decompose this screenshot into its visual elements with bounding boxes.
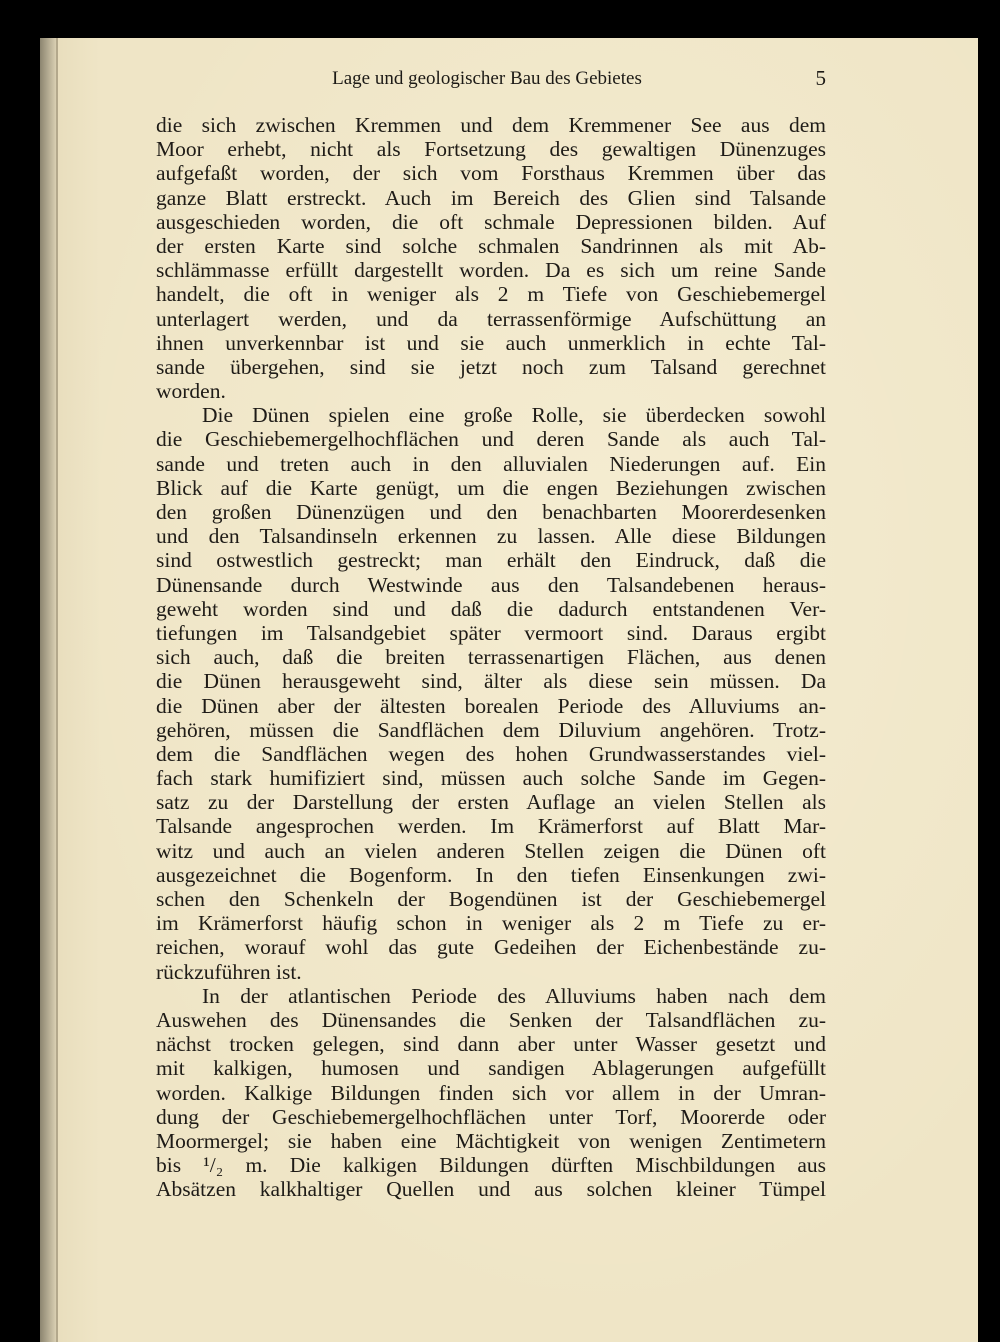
text-line: ganze Blatt erstreckt. Auch im Bereich des Glien sind Talsande: [156, 185, 826, 210]
text-line: die Geschiebemergelhochflächen und deren Sande als auch Tal-: [156, 427, 826, 452]
text-line: aufgefaßt worden, der sich vom Forsthaus Kremmen über das: [156, 161, 826, 186]
text-line: nächst trocken gelegen, sind dann aber unter Wasser gesetzt und: [156, 1032, 826, 1057]
paragraph-start-line: In der atlantischen Periode des Alluviums haben nach dem: [202, 983, 826, 1008]
text-line: Moor erhebt, nicht als Fortsetzung des gewaltigen Dünenzuges: [156, 137, 826, 162]
scan-border-left: [0, 0, 40, 1342]
body-text: [156, 113, 826, 1201]
page-number: 5: [815, 66, 826, 90]
text-line: unterlagert werden, und da terrassenförmige Aufschüttung an: [156, 306, 826, 331]
text-line: die Dünen aber der ältesten borealen Periode des Alluviums an-: [156, 693, 826, 718]
text-line: Absätzen kalkhaltiger Quellen und aus solchen kleiner Tümpel: [156, 1177, 826, 1202]
text-line: worden.: [156, 379, 226, 404]
text-line: ihnen unverkennbar ist und sie auch unmerklich in echte Tal-: [156, 330, 826, 355]
text-line: Talsande angesprochen werden. Im Krämerforst auf Blatt Mar-: [156, 814, 826, 839]
text-line: ausgezeichnet die Bogenform. In den tiefen Einsenkungen zwi-: [156, 862, 826, 887]
text-line: tiefungen im Talsandgebiet später vermoort sind. Daraus ergibt: [156, 620, 826, 645]
text-line: schlämmasse erfüllt dargestellt worden. Da es sich um reine Sande: [156, 258, 826, 283]
text-line: witz und auch an vielen anderen Stellen zeigen die Dünen oft: [156, 838, 826, 863]
facing-page-edge: [40, 38, 56, 1342]
page-header: [158, 64, 828, 96]
text-line: reichen, worauf wohl das gute Gedeihen der Eichenbestände zu-: [156, 935, 826, 960]
text-line: ausgeschieden worden, die oft schmale Depressionen bilden. Auf: [156, 209, 826, 234]
text-line: schen den Schenkeln der Bogendünen ist der Geschiebemergel: [156, 887, 826, 911]
text-line: gehören, müssen die Sandflächen dem Diluvium angehören. Trotz-: [156, 717, 826, 742]
text-line: dem die Sandflächen wegen des hohen Grundwasserstandes viel-: [156, 741, 826, 766]
scan-border-top: [0, 0, 1000, 38]
text-line: handelt, die oft in weniger als 2 m Tiefe von Geschiebemergel: [156, 282, 826, 307]
text-line: die Dünen herausgeweht sind, älter als diese sein müssen. Da: [156, 669, 826, 694]
text-line: sande und treten auch in den alluvialen Niederungen auf. Ein: [156, 451, 826, 476]
scan-border-right: [978, 0, 1000, 1342]
text-line: satz zu der Darstellung der ersten Auflage an vielen Stellen als: [156, 790, 826, 815]
text-line: dung der Geschiebemergelhochflächen unter Torf, Moorerde oder: [156, 1104, 826, 1129]
text-line: und den Talsandinseln erkennen zu lassen. Alle diese Bildungen: [156, 524, 826, 549]
text-line: bis ¹/₂ m. Die kalkigen Bildungen dürften Mischbildungen aus: [156, 1153, 826, 1178]
text-line: sande übergehen, sind sie jetzt noch zum Talsand gerechnet: [156, 354, 826, 379]
text-line: fach stark humifiziert sind, müssen auch solche Sande im Gegen-: [156, 766, 826, 791]
binding-fold: [56, 38, 58, 1342]
text-line: sich auch, daß die breiten terrassenartigen Flächen, aus denen: [156, 645, 826, 670]
text-line: Blick auf die Karte genügt, um die engen Beziehungen zwischen: [156, 475, 826, 500]
text-line: Auswehen des Dünensandes die Senken der Talsandflächen zu-: [156, 1007, 826, 1032]
text-line: mit kalkigen, humosen und sandigen Ablagerungen aufgefüllt: [156, 1056, 826, 1081]
text-line: geweht worden sind und daß die dadurch entstandenen Ver-: [156, 596, 826, 621]
text-line: rückzuführen ist.: [156, 959, 302, 984]
text-line: den großen Dünenzügen und den benachbarten Moorerdesenken: [156, 500, 826, 524]
text-line: Moormergel; sie haben eine Mächtigkeit von wenigen Zentimetern: [156, 1128, 826, 1153]
paragraph-start-line: Die Dünen spielen eine große Rolle, sie überdecken sowohl: [202, 403, 826, 428]
text-line: der ersten Karte sind solche schmalen Sandrinnen als mit Ab-: [156, 233, 826, 258]
running-title: Lage und geologischer Bau des Gebietes: [332, 68, 642, 89]
text-line: im Krämerforst häufig schon in weniger als 2 m Tiefe zu er-: [156, 911, 826, 936]
text-line: Dünensande durch Westwinde aus den Talsandebenen heraus-: [156, 572, 826, 597]
text-line: sind ostwestlich gestreckt; man erhält den Eindruck, daß die: [156, 548, 826, 573]
text-line: die sich zwischen Kremmen und dem Kremmener See aus dem: [156, 113, 826, 137]
text-line: worden. Kalkige Bildungen finden sich vor allem in der Umran-: [156, 1080, 826, 1105]
